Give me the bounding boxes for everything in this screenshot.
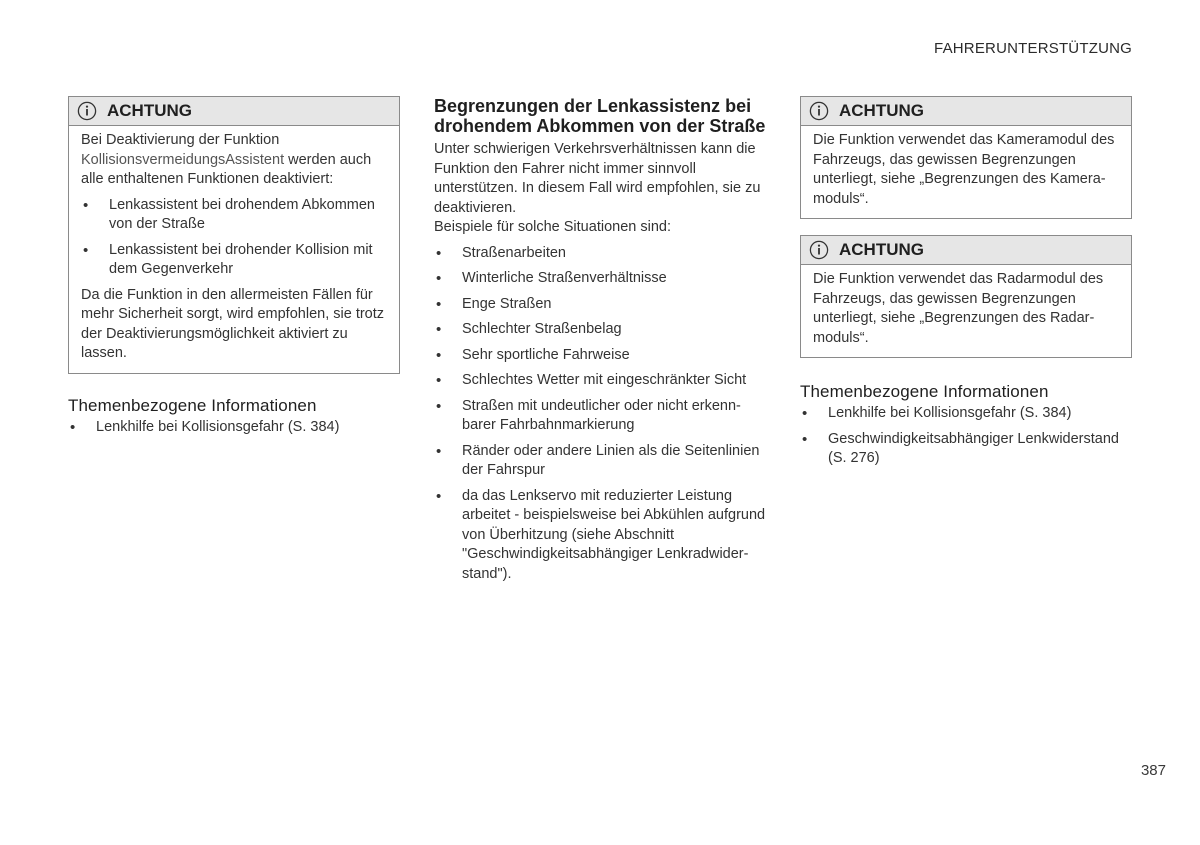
warning-intro — [81, 131, 387, 190]
section-heading: Begrenzungen der Lenkassistenz bei drohendem Abkommen von der Straße — [434, 96, 766, 136]
column-left — [68, 96, 400, 443]
page-number: 387 — [1140, 762, 1166, 779]
related-info-title: Themenbezogene Informationen — [800, 382, 1049, 401]
info-circle-icon — [77, 101, 97, 121]
warning-intro-text: Bei Deaktivierung der Funktion — [81, 132, 280, 148]
list-item: • Sehr sportliche Fahrweise — [434, 346, 766, 366]
related-info-list — [800, 404, 1132, 469]
page-header-title: FAHRERUNTERSTÜTZUNG — [934, 40, 1132, 57]
column-middle — [434, 96, 766, 590]
warning-title: ACHTUNG — [839, 240, 924, 259]
info-circle-icon — [809, 240, 829, 260]
related-info-list — [68, 418, 400, 438]
list-item: • Schlechtes Wetter mit eingeschränkter Sicht — [434, 371, 766, 391]
warning-box-radar — [800, 235, 1132, 358]
function-name-highlight: KollisionsvermeidungsAssistent — [81, 151, 285, 168]
related-link[interactable]: • Lenkhilfe bei Kollisionsgefahr (S. 384) — [68, 418, 400, 438]
related-link[interactable]: • Geschwindigkeitsabhängiger Lenkwiderstand (S. 276) — [800, 430, 1132, 469]
list-item: • da das Lenkservo mit reduzierter Leistung arbeitet - beispielsweise bei Abkühlen aufgrund von Überhitzung (siehe Abschnitt "Geschwindigkeitsabhängiger Lenkradwiderstand"). — [434, 487, 766, 585]
warning-body — [801, 265, 1131, 357]
warning-body — [801, 126, 1131, 218]
examples-intro: Beispiele für solche Situationen sind: — [434, 219, 671, 235]
warning-intro-text-end: werden auch alle enthaltenen Funktionen deaktiviert: — [81, 151, 372, 187]
list-item: • Straßen mit undeutlicher oder nicht erkennbarer Fahrbahnmarkierung — [434, 397, 766, 436]
warning-header — [801, 97, 1131, 126]
list-item: • Enge Straßen — [434, 295, 766, 315]
list-item: • Winterliche Straßenverhältnisse — [434, 269, 766, 289]
related-link[interactable]: • Lenkhilfe bei Kollisionsgefahr (S. 384) — [800, 404, 1132, 424]
column-right — [800, 96, 1132, 475]
list-item: • Lenkassistent bei drohender Kollision mit dem Gegenverkehr — [81, 241, 387, 280]
warning-text: Die Funktion verwendet das Radarmodul des Fahrzeugs, das gewissen Begrenzungen unterliegt, siehe „Begrenzungen des Radarmoduls“. — [813, 271, 1104, 346]
warning-closing: Da die Funktion in den allermeisten Fällen für mehr Sicherheit sorgt, wird empfohlen, sie trotz der Deaktivierungsmöglichkeit aktiviert zu lassen. — [81, 286, 385, 361]
warning-box — [68, 96, 400, 374]
list-item: • Ränder oder andere Linien als die Seitenlinien der Fahrspur — [434, 442, 766, 481]
list-item: • Straßenarbeiten — [434, 244, 766, 264]
intro-paragraph: Unter schwierigen Verkehrsverhältnissen kann die Funktion den Fahrer nicht immer sinnvoll unterstützen. In diesem Fall wird empfohlen, sie zu deaktivieren. — [434, 141, 761, 216]
warning-header — [69, 97, 399, 126]
related-info-title: Themenbezogene Informationen — [68, 395, 317, 415]
warning-text: Die Funktion verwendet das Kameramodul des Fahrzeugs, das gewissen Begrenzungen unterliegt, siehe „Begrenzungen des Kameramoduls“. — [813, 132, 1115, 207]
warning-title: ACHTUNG — [107, 101, 192, 120]
warning-bullet-list — [81, 196, 387, 280]
warning-body — [69, 126, 399, 373]
list-item: • Schlechter Straßenbelag — [434, 320, 766, 340]
warning-box-camera — [800, 96, 1132, 219]
warning-header — [801, 236, 1131, 265]
list-item: • Lenkassistent bei drohendem Abkommen von der Straße — [81, 196, 387, 235]
situations-list — [434, 244, 766, 585]
warning-title: ACHTUNG — [839, 101, 924, 120]
info-circle-icon — [809, 101, 829, 121]
